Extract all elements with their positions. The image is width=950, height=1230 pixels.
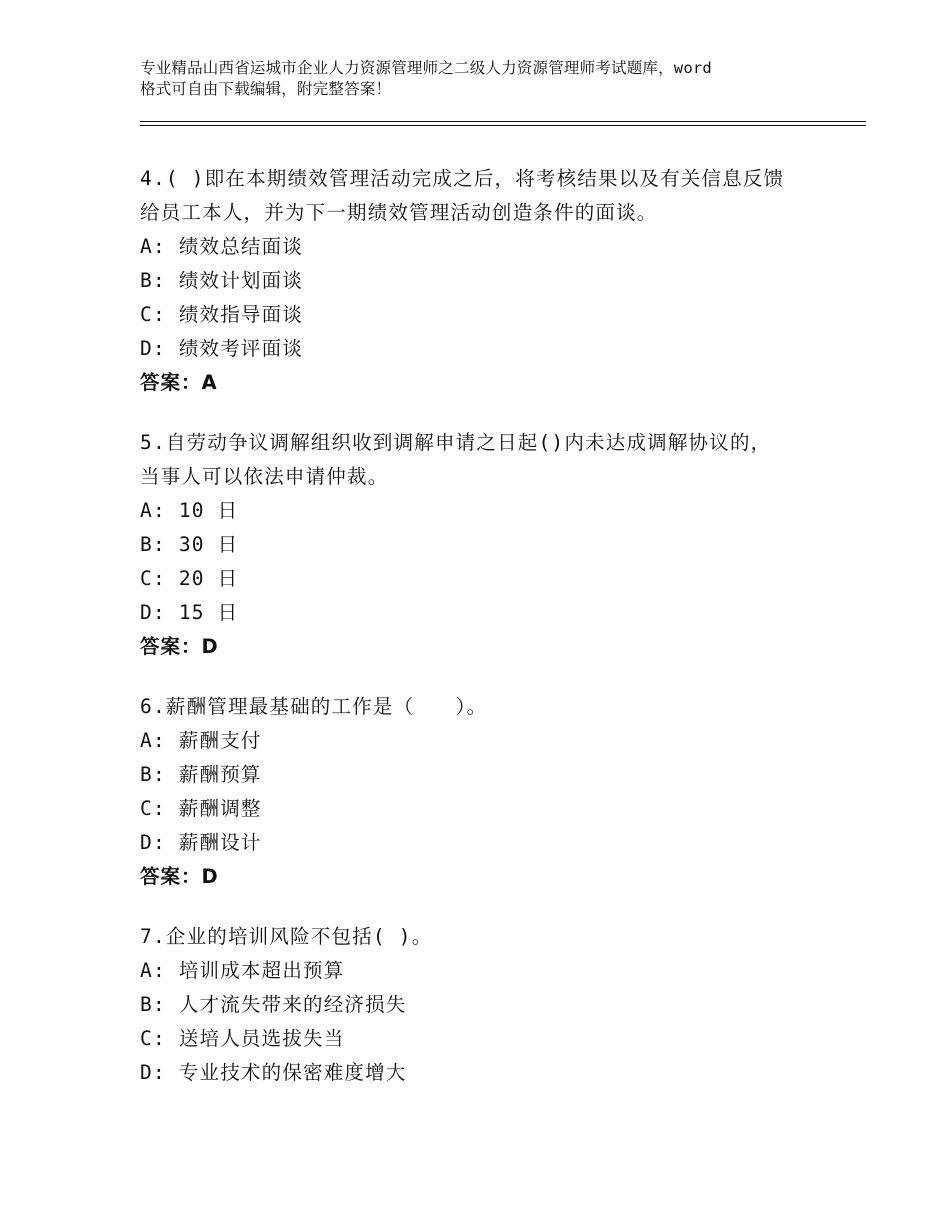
header-divider-bottom [140, 125, 866, 126]
question-4 [140, 162, 840, 400]
option-a: A: 培训成本超出预算 [140, 959, 345, 982]
question-5 [140, 426, 840, 664]
option-d: D: 绩效考评面谈 [140, 337, 304, 360]
option-c: C: 送培人员选拔失当 [140, 1027, 345, 1050]
option-a: A: 薪酬支付 [140, 729, 262, 752]
answer-label: 答案：D [140, 635, 219, 658]
option-d: D: 15 日 [140, 601, 239, 624]
question-7 [140, 920, 840, 1090]
option-c: C: 20 日 [140, 567, 239, 590]
option-c: C: 薪酬调整 [140, 797, 262, 820]
question-stem-line: 6.薪酬管理最基础的工作是（ ）。 [140, 695, 488, 718]
question-stem-line: 4.( )即在本期绩效管理活动完成之后，将考核结果以及有关信息反馈 [140, 167, 785, 190]
option-b: B: 人才流失带来的经济损失 [140, 993, 407, 1016]
option-d: D: 薪酬设计 [140, 831, 262, 854]
option-a: A: 绩效总结面谈 [140, 235, 304, 258]
question-stem-line: 当事人可以依法申请仲裁。 [140, 465, 389, 488]
question-stem-line: 给员工本人，并为下一期绩效管理活动创造条件的面谈。 [140, 201, 658, 224]
document-header [140, 58, 830, 100]
header-line-1: 专业精品山西省运城市企业人力资源管理师之二级人力资源管理师考试题库，word [140, 59, 712, 77]
header-line-2: 格式可自由下载编辑，附完整答案！ [140, 80, 392, 98]
option-d: D: 专业技术的保密难度增大 [140, 1061, 407, 1084]
question-list [140, 162, 840, 1116]
option-b: B: 绩效计划面谈 [140, 269, 304, 292]
option-c: C: 绩效指导面谈 [140, 303, 304, 326]
option-b: B: 30 日 [140, 533, 239, 556]
question-stem-line: 7.企业的培训风险不包括( )。 [140, 925, 433, 948]
question-6 [140, 690, 840, 894]
answer-label: 答案：D [140, 865, 219, 888]
option-a: A: 10 日 [140, 499, 239, 522]
header-divider-top [140, 121, 866, 122]
option-b: B: 薪酬预算 [140, 763, 262, 786]
answer-label: 答案：A [140, 371, 218, 394]
question-stem-line: 5.自劳动争议调解组织收到调解申请之日起()内未达成调解协议的， [140, 431, 772, 454]
